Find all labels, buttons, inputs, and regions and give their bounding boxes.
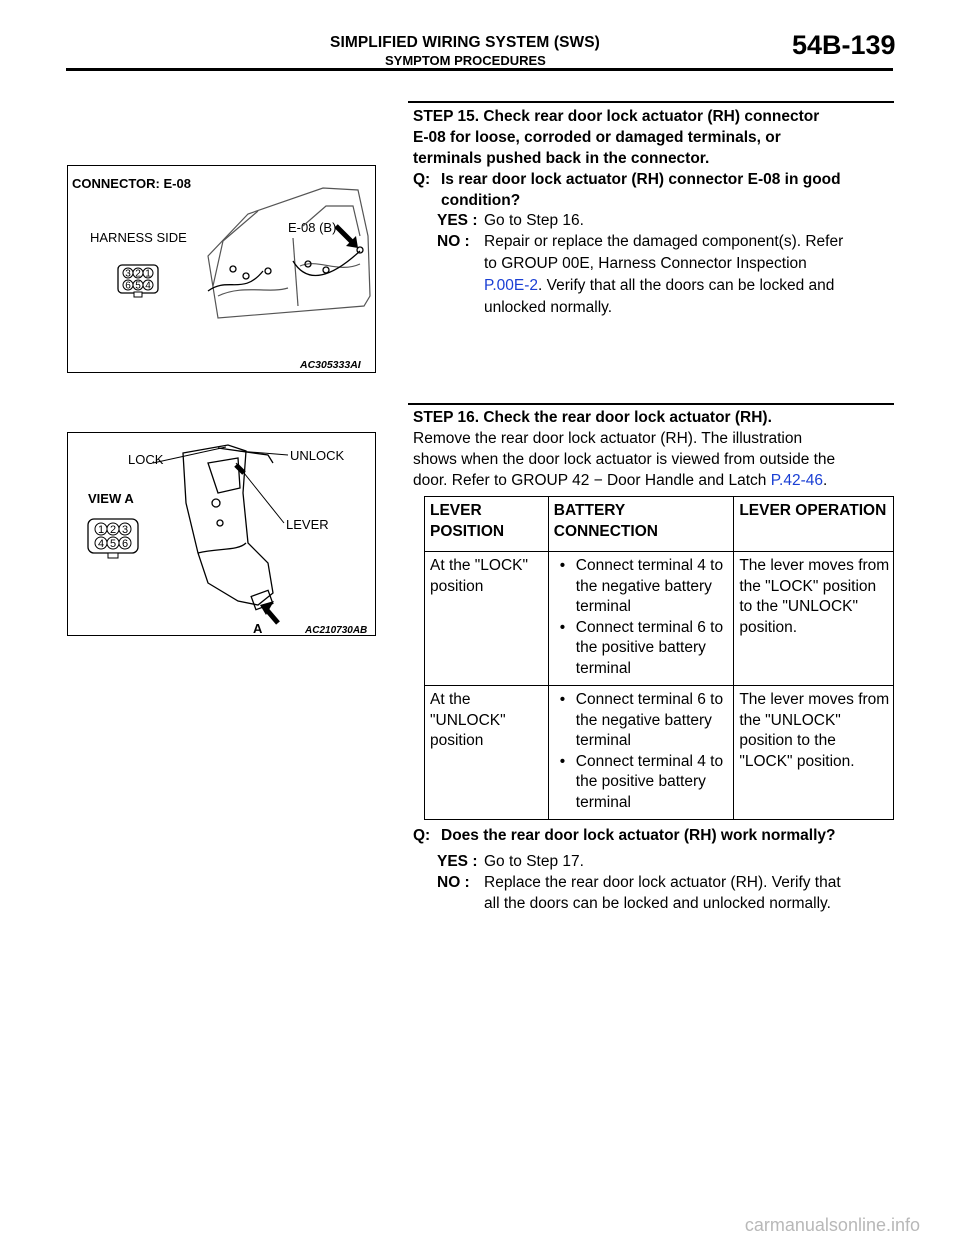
- pin-label: 3: [125, 268, 131, 280]
- table-cell: At the "LOCK" position: [425, 552, 549, 686]
- section-subtitle: SYMPTOM PROCEDURES: [385, 53, 546, 68]
- watermark: carmanualsonline.info: [744, 1215, 920, 1235]
- table-row: [425, 686, 894, 820]
- table-cell: At the "UNLOCK" position: [425, 686, 549, 820]
- figure-code: AC210730AB: [305, 625, 368, 635]
- actuator-diagram-icon: [68, 433, 375, 635]
- step16-no-key: NO :: [437, 874, 470, 891]
- list-item: • Connect terminal 4 to the negative battery terminal: [554, 556, 731, 618]
- pin-label: 6: [121, 538, 129, 550]
- pin-label: 1: [145, 268, 151, 280]
- step16-yes-key: YES :: [437, 853, 478, 870]
- connector-figure-title: CONNECTOR: E-08: [72, 176, 191, 191]
- step15-rule: [408, 101, 894, 103]
- pin-label: 3: [121, 524, 129, 536]
- step16-question: Does the rear door lock actuator (RH) work normally?: [441, 827, 836, 844]
- link-p00e-2[interactable]: P.00E-2: [484, 277, 539, 294]
- step15-question: Is rear door lock actuator (RH) connector E-08 in good condition?: [441, 171, 841, 209]
- pin-label: 4: [97, 538, 105, 550]
- harness-side-label: HARNESS SIDE: [90, 230, 187, 245]
- step15-no-key: NO :: [437, 233, 470, 250]
- step16-q-prefix: Q:: [413, 827, 431, 844]
- pin-label: 2: [109, 524, 117, 536]
- pin-label: 5: [135, 280, 141, 292]
- table-row: [425, 552, 894, 686]
- figure-code: AC305333AI: [300, 359, 361, 371]
- header-rule: [66, 68, 893, 71]
- step16-yes-text: Go to Step 17.: [484, 853, 584, 870]
- step16-no-text: Replace the rear door lock actuator (RH). Verify that all the doors can be locked and unlocked normally.: [484, 874, 841, 912]
- list-item: • Connect terminal 6 to the positive battery terminal: [554, 618, 731, 680]
- step16-rule: [408, 403, 894, 405]
- step15-no-text: Repair or replace the damaged component(s). Refer to GROUP 00E, Harness Connector Inspection P.00E-2. Verify that all the doors can be locked and unlocked normally.: [484, 233, 844, 316]
- step15-yes-key: YES :: [437, 212, 478, 229]
- table-header: LEVER OPERATION: [734, 497, 894, 552]
- step15-yes-text: Go to Step 16.: [484, 212, 584, 229]
- unlock-label: UNLOCK: [290, 448, 345, 463]
- pin-label: 5: [109, 538, 117, 550]
- step15-q-prefix: Q:: [413, 171, 431, 188]
- page-number: 54B-139: [792, 30, 896, 60]
- view-a-label: VIEW A: [88, 491, 134, 506]
- list-item: • Connect terminal 6 to the negative battery terminal: [554, 690, 731, 752]
- step16-heading: STEP 16. Check the rear door lock actuator (RH).: [413, 409, 772, 426]
- section-title: SIMPLIFIED WIRING SYSTEM (SWS): [330, 34, 600, 51]
- pin-label: 6: [125, 280, 131, 292]
- table-cell: [548, 686, 734, 820]
- e08-b-label: E-08 (B): [288, 220, 337, 235]
- lever-label: LEVER: [286, 517, 329, 532]
- pin-label: 4: [145, 280, 151, 292]
- link-p42-46[interactable]: P.42-46: [770, 472, 824, 489]
- connector-figure: [67, 165, 376, 373]
- list-item: • Connect terminal 4 to the positive battery terminal: [554, 752, 731, 814]
- table-header: LEVER POSITION: [425, 497, 549, 552]
- a-label: A: [253, 621, 263, 635]
- pin-label: 1: [97, 524, 105, 536]
- pin-label: 2: [135, 268, 141, 280]
- actuator-figure: [67, 432, 376, 636]
- table-cell: The lever moves from the "UNLOCK" position to the "LOCK" position.: [734, 686, 894, 820]
- step15-heading: STEP 15. Check rear door lock actuator (RH) connector E-08 for loose, corroded or damaged terminals, or terminals pushed back in the connector.: [413, 108, 820, 167]
- table-cell: [548, 552, 734, 686]
- lock-label: LOCK: [128, 452, 164, 467]
- table-cell: The lever moves from the "LOCK" position to the "UNLOCK" position.: [734, 552, 894, 686]
- table-header-row: [425, 497, 894, 552]
- step16-body: Remove the rear door lock actuator (RH). The illustration shows when the door lock actuator is viewed from outside the door. Refer to GROUP 42 − Door Handle and Latch P.42-46.: [413, 430, 836, 489]
- table-header: BATTERY CONNECTION: [548, 497, 734, 552]
- connector-diagram-icon: [68, 166, 375, 372]
- lever-operation-table: [424, 496, 894, 820]
